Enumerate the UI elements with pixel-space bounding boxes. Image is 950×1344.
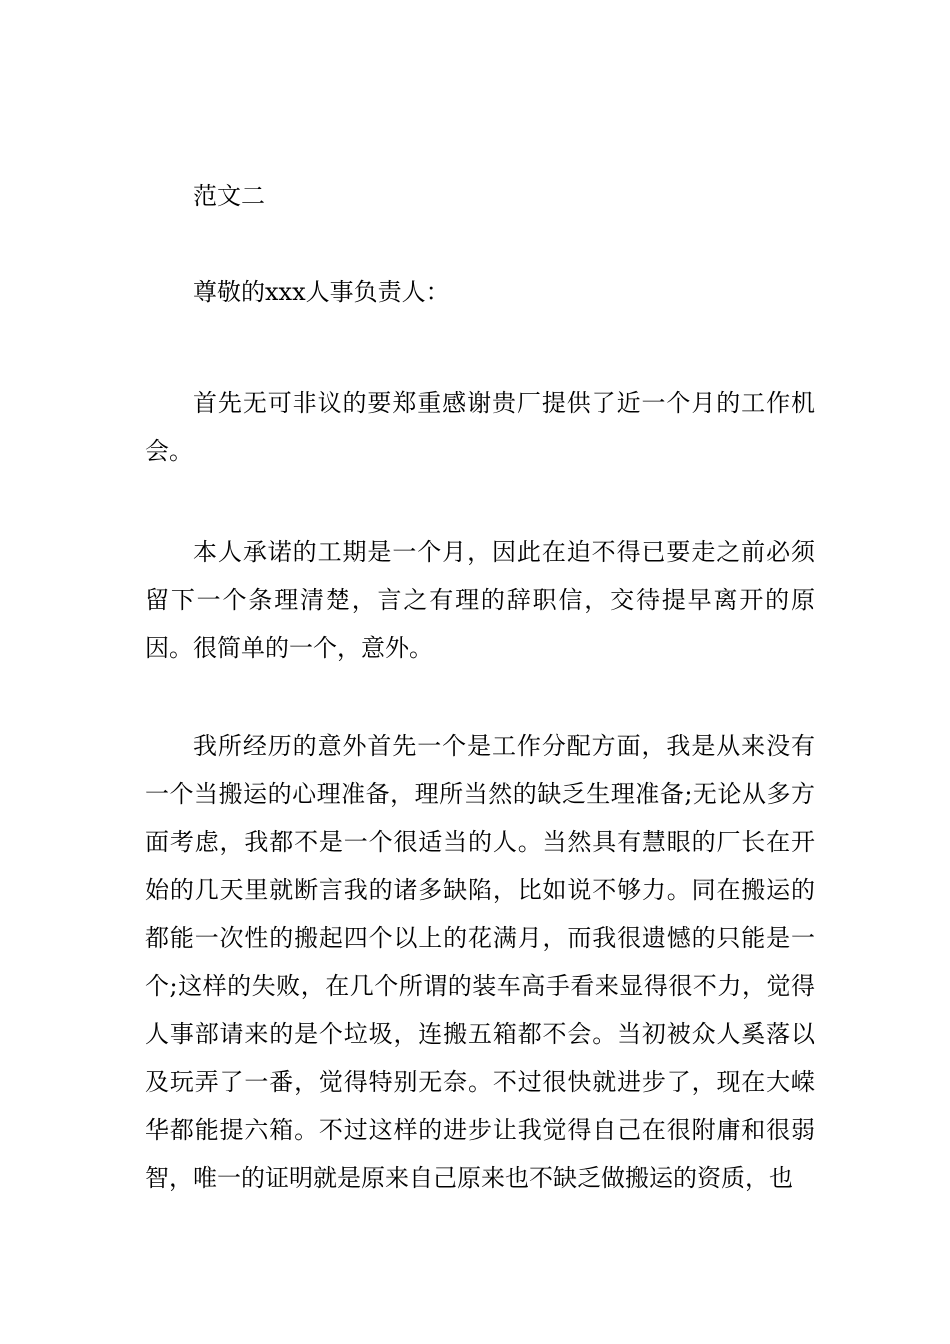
paragraph-2: 本人承诺的工期是一个月，因此在迫不得已要走之前必须留下一个条理清楚，言之有理的辞职信，交待提早离开的原因。很简单的一个，意外。 [145, 538, 815, 662]
paragraph-3: 我所经历的意外首先一个是工作分配方面，我是从来没有一个当搬运的心理准备，理所当然的缺乏生理准备;无论从多方面考虑，我都不是一个很适当的人。当然具有慧眼的厂长在开始的几天里就断言我的诸多缺陷，比如说不够力。同在搬运的都能一次性的搬起四个以上的花满月，而我很遗憾的只能是一个;这样的失败，在几个所谓的装车高手看来显得很不力，觉得人事部请来的是个垃圾，连搬五箱都不会。当初被众人奚落以及玩弄了一番，觉得特别无奈。不过很快就进步了，现在大嵘华都能提六箱。不过这样的进步让我觉得自己在很附庸和很弱智，唯一的证明就是原来自己原来也不缺乏做搬运的资质，也 [145, 732, 815, 1192]
salutation: 尊敬的xxx人事负责人： [193, 278, 450, 306]
document-heading: 范文二 [193, 182, 265, 210]
paragraph-1: 首先无可非议的要郑重感谢贵厂提供了近一个月的工作机会。 [145, 389, 815, 465]
